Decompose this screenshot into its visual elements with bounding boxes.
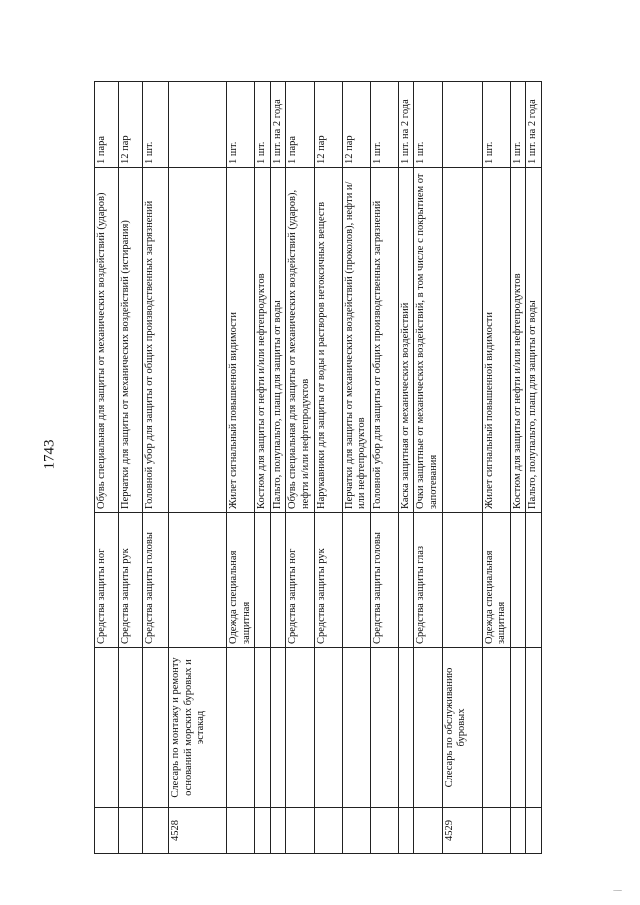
- item-cell: Очки защитные от механических воздействий, в том числе с покрытием от запотевания: [414, 168, 442, 513]
- group-cell: [526, 513, 542, 648]
- profession-cell: [95, 648, 119, 808]
- table-row: [169, 82, 227, 854]
- item-cell: Костюм для защиты от нефти и/или нефтепродуктов: [255, 168, 271, 513]
- num-cell: [370, 808, 398, 854]
- num-cell: [95, 808, 119, 854]
- num-cell: [482, 808, 510, 854]
- item-cell: Нарукавники для защиты от воды и растворов нетоксичных веществ: [314, 168, 342, 513]
- profession-cell: [526, 648, 542, 808]
- table-row: [526, 82, 542, 854]
- profession-cell: [510, 648, 526, 808]
- profession-cell: [286, 648, 314, 808]
- quantity-cell: 1 шт.: [370, 82, 398, 168]
- item-cell: Обувь специальная для защиты от механических воздействий (ударов): [95, 168, 119, 513]
- num-cell: 4529: [442, 808, 482, 854]
- quantity-cell: 12 пар: [119, 82, 143, 168]
- table-row: [442, 82, 482, 854]
- group-cell: Средства защиты ног: [95, 513, 119, 648]
- item-cell: Каска защитная от механических воздействий: [398, 168, 414, 513]
- item-cell: Перчатки для защиты от механических воздействий (проколов), нефти и/или нефтепродуктов: [342, 168, 370, 513]
- group-cell: Средства защиты головы: [370, 513, 398, 648]
- item-cell: Жилет сигнальный повышенной видимости: [482, 168, 510, 513]
- group-cell: [169, 513, 227, 648]
- group-cell: [255, 513, 271, 648]
- page-number: 1743: [41, 439, 58, 470]
- profession-cell: [227, 648, 255, 808]
- group-cell: Одежда специальная защитная: [482, 513, 510, 648]
- profession-cell: [398, 648, 414, 808]
- item-cell: Пальто, полупальто, плащ для защиты от воды: [526, 168, 542, 513]
- num-cell: [227, 808, 255, 854]
- table-row: [270, 82, 286, 854]
- quantity-cell: 12 пар: [314, 82, 342, 168]
- profession-cell: [414, 648, 442, 808]
- num-cell: 4528: [169, 808, 227, 854]
- num-cell: [286, 808, 314, 854]
- item-cell: Пальто, полупальто, плащ для защиты от воды: [270, 168, 286, 513]
- quantity-cell: 1 шт.: [227, 82, 255, 168]
- item-cell: Обувь специальная для защиты от механических воздействий (ударов), нефти и/или нефтепродуктов: [286, 168, 314, 513]
- profession-cell: [314, 648, 342, 808]
- group-cell: [342, 513, 370, 648]
- table-row: [227, 82, 255, 854]
- quantity-cell: 1 шт. на 2 года: [270, 82, 286, 168]
- profession-cell: [370, 648, 398, 808]
- table-row: [119, 82, 143, 854]
- num-cell: [398, 808, 414, 854]
- item-cell: Головной убор для защиты от общих производственных загрязнений: [370, 168, 398, 513]
- group-cell: Средства защиты рук: [314, 513, 342, 648]
- profession-cell: [143, 648, 169, 808]
- table-row: [510, 82, 526, 854]
- item-cell: [442, 168, 482, 513]
- num-cell: [414, 808, 442, 854]
- table-row: [482, 82, 510, 854]
- group-cell: Одежда специальная защитная: [227, 513, 255, 648]
- num-cell: [526, 808, 542, 854]
- table-row: [398, 82, 414, 854]
- table-row: [255, 82, 271, 854]
- group-cell: Средства защиты головы: [143, 513, 169, 648]
- num-cell: [119, 808, 143, 854]
- table-row: [342, 82, 370, 854]
- quantity-cell: 1 шт.: [255, 82, 271, 168]
- profession-cell: [270, 648, 286, 808]
- table-row: [95, 82, 119, 854]
- group-cell: [510, 513, 526, 648]
- group-cell: Средства защиты ног: [286, 513, 314, 648]
- quantity-cell: 1 шт.: [482, 82, 510, 168]
- quantity-cell: 1 шт.: [414, 82, 442, 168]
- profession-cell: [255, 648, 271, 808]
- profession-cell: [119, 648, 143, 808]
- table-row: [286, 82, 314, 854]
- group-cell: [442, 513, 482, 648]
- quantity-cell: 1 шт.: [143, 82, 169, 168]
- num-cell: [143, 808, 169, 854]
- profession-cell: [482, 648, 510, 808]
- table-body: [95, 82, 542, 854]
- item-cell: Жилет сигнальный повышенной видимости: [227, 168, 255, 513]
- quantity-cell: [442, 82, 482, 168]
- quantity-cell: 12 пар: [342, 82, 370, 168]
- num-cell: [270, 808, 286, 854]
- quantity-cell: 1 пара: [95, 82, 119, 168]
- num-cell: [342, 808, 370, 854]
- ppe-norms-table: [94, 81, 542, 854]
- quantity-cell: 1 шт.: [510, 82, 526, 168]
- item-cell: [169, 168, 227, 513]
- quantity-cell: 1 шт. на 2 года: [398, 82, 414, 168]
- num-cell: [314, 808, 342, 854]
- group-cell: [398, 513, 414, 648]
- item-cell: Головной убор для защиты от общих производственных загрязнений: [143, 168, 169, 513]
- table-row: [370, 82, 398, 854]
- item-cell: Костюм для защиты от нефти и/или нефтепродуктов: [510, 168, 526, 513]
- norms-table-frame: [94, 82, 554, 854]
- group-cell: Средства защиты глаз: [414, 513, 442, 648]
- profession-cell: Слесарь по обслуживанию буровых: [442, 648, 482, 808]
- table-row: [143, 82, 169, 854]
- item-cell: Перчатки для защиты от механических воздействий (истирания): [119, 168, 143, 513]
- num-cell: [255, 808, 271, 854]
- profession-cell: Слесарь по монтажу и ремонту оснований морских буровых и эстакад: [169, 648, 227, 808]
- quantity-cell: 1 пара: [286, 82, 314, 168]
- group-cell: Средства защиты рук: [119, 513, 143, 648]
- table-row: [314, 82, 342, 854]
- quantity-cell: 1 шт. на 2 года: [526, 82, 542, 168]
- rotated-table-wrapper: [94, 82, 554, 854]
- num-cell: [510, 808, 526, 854]
- table-row: [414, 82, 442, 854]
- quantity-cell: [169, 82, 227, 168]
- group-cell: [270, 513, 286, 648]
- profession-cell: [342, 648, 370, 808]
- scan-mark: \: [610, 886, 625, 895]
